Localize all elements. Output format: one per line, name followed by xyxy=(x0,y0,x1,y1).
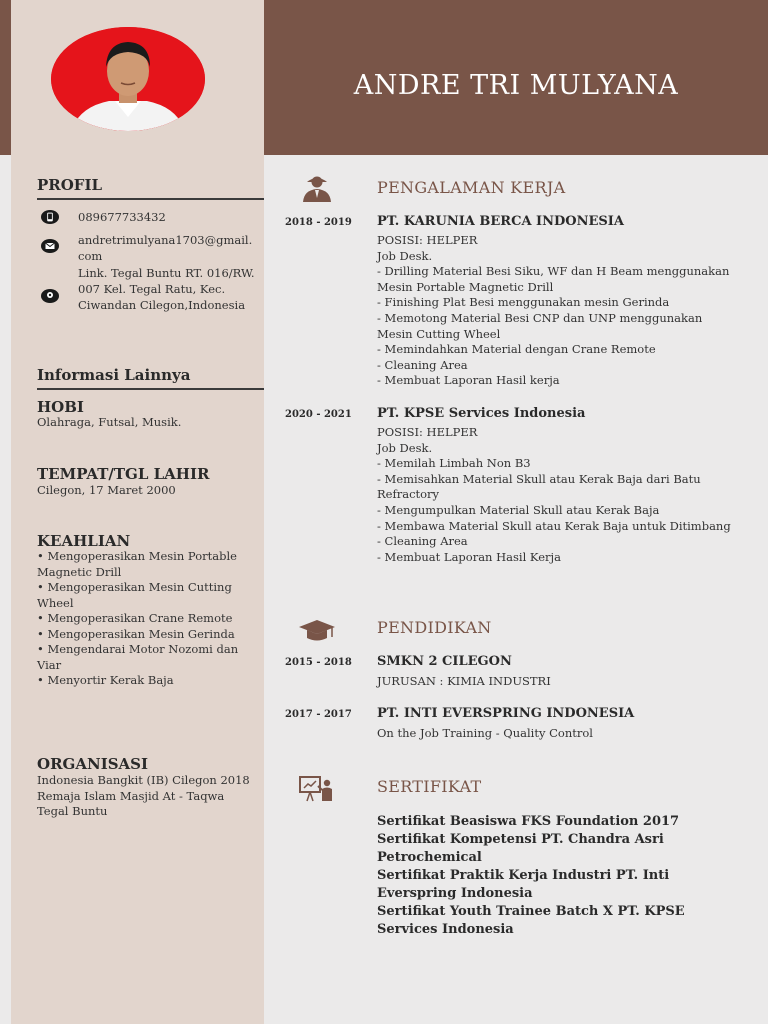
email-address: andretrimulyana1703@gmail.com xyxy=(78,233,253,263)
other-info-divider xyxy=(37,388,264,390)
job-duties xyxy=(377,425,737,565)
list-item: - Cleaning Area xyxy=(377,357,468,372)
phone-number: 089677733432 xyxy=(78,210,166,224)
list-item: - Membawa Material Skull atau Kerak Baja untuk Ditimbang xyxy=(377,518,731,533)
list-item: • Mengoperasikan Crane Remote xyxy=(37,611,233,625)
list-item: - Membuat Laporan Hasil Kerja xyxy=(377,549,561,564)
hobby-title: HOBI xyxy=(37,398,84,416)
candidate-name: ANDRE TRI MULYANA xyxy=(353,70,679,101)
education-period: 2017 - 2017 xyxy=(285,709,352,720)
profile-photo xyxy=(51,27,205,131)
education-title: PENDIDIKAN xyxy=(377,618,492,637)
list-item: Job Desk. xyxy=(377,440,433,455)
organization-list xyxy=(37,773,259,820)
education-school: PT. INTI EVERSPRING INDONESIA xyxy=(377,706,635,721)
birth-title: TEMPAT/TGL LAHIR xyxy=(37,465,210,483)
email-icon xyxy=(41,239,59,253)
list-item: - Memindahkan Material dengan Crane Remote xyxy=(377,342,656,357)
list-item: • Mengendarai Motor Nozomi dan Viar xyxy=(37,642,239,672)
education-school: SMKN 2 CILEGON xyxy=(377,654,512,669)
certificates-title: SERTIFIKAT xyxy=(377,777,482,796)
education-detail: JURUSAN : KIMIA INDUSTRI xyxy=(377,674,551,688)
list-item: - Memisahkan Material Skull atau Kerak Baja dari Batu Refractory xyxy=(377,471,701,502)
job-period: 2018 - 2019 xyxy=(285,217,352,228)
education-period: 2015 - 2018 xyxy=(285,657,352,668)
list-item: POSISI: HELPER xyxy=(377,425,478,439)
list-item: - Drilling Material Besi Siku, WF dan H Beam menggunakan Mesin Portable Magnetic Drill xyxy=(377,264,730,294)
avatar xyxy=(51,27,205,131)
list-item: Indonesia Bangkit (IB) Cilegon 2018 xyxy=(37,773,250,787)
list-item: Remaja Islam Masjid At - Taqwa Tegal Buntu xyxy=(37,788,225,818)
organization-title: ORGANISASI xyxy=(37,755,149,773)
job-duties xyxy=(377,233,737,389)
birth-text: Cilegon, 17 Maret 2000 xyxy=(37,483,176,497)
list-item: Sertifikat Praktik Kerja Industri PT. Inti Everspring Indonesia xyxy=(377,868,670,901)
skills-list xyxy=(37,549,259,689)
list-item: - Mengumpulkan Material Skull atau Kerak Baja xyxy=(377,502,660,517)
list-item: - Membuat Laporan Hasil kerja xyxy=(377,373,560,388)
profile-title: PROFIL xyxy=(37,176,103,194)
list-item: - Cleaning Area xyxy=(377,534,468,549)
address: Link. Tegal Buntu RT. 016/RW. 007 Kel. Tegal Ratu, Kec. Ciwandan Cilegon,Indonesia xyxy=(78,266,255,312)
other-info-title: Informasi Lainnya xyxy=(37,366,191,384)
hobby-text: Olahraga, Futsal, Musik. xyxy=(37,415,182,429)
list-item: Job Desk. xyxy=(377,248,433,263)
list-item: - Memilah Limbah Non B3 xyxy=(377,456,531,471)
list-item: • Mengoperasikan Mesin Cutting Wheel xyxy=(37,580,232,610)
sidebar xyxy=(11,0,264,1024)
list-item: - Finishing Plat Besi menggunakan mesin Gerinda xyxy=(377,295,670,310)
list-item: • Menyortir Kerak Baja xyxy=(37,673,174,687)
phone-icon xyxy=(41,210,59,224)
worker-icon xyxy=(298,174,336,202)
job-company: PT. KARUNIA BERCA INDONESIA xyxy=(377,214,624,229)
job-company: PT. KPSE Services Indonesia xyxy=(377,406,586,421)
skills-title: KEAHLIAN xyxy=(37,532,131,550)
profile-divider xyxy=(37,198,264,200)
list-item: • Mengoperasikan Mesin Portable Magnetic Drill xyxy=(37,549,237,579)
list-item: • Mengoperasikan Mesin Gerinda xyxy=(37,626,235,641)
list-item: Sertifikat Kompetensi PT. Chandra Asri Petrochemical xyxy=(377,832,664,865)
list-item: Sertifikat Youth Trainee Batch X PT. KPSE Services Indonesia xyxy=(377,904,685,937)
education-detail: On the Job Training - Quality Control xyxy=(377,726,593,740)
presentation-icon xyxy=(298,774,336,802)
list-item: POSISI: HELPER xyxy=(377,233,478,247)
list-item: - Memotong Material Besi CNP dan UNP menggunakan Mesin Cutting Wheel xyxy=(377,310,703,341)
certificates-list xyxy=(377,813,747,939)
graduation-cap-icon xyxy=(298,616,336,644)
experience-title: PENGALAMAN KERJA xyxy=(377,178,566,197)
list-item: Sertifikat Beasiswa FKS Foundation 2017 xyxy=(377,814,680,829)
job-period: 2020 - 2021 xyxy=(285,409,352,420)
location-icon xyxy=(41,289,59,303)
